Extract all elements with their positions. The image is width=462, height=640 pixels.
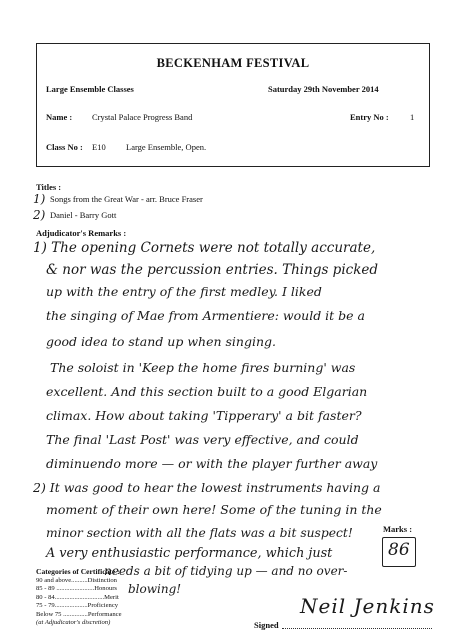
name-label: Name :: [46, 112, 73, 122]
festival-title: BECKENHAM FESTIVAL: [156, 56, 310, 70]
categories-note: (at Adjudicator's discretion): [36, 619, 111, 627]
category-item: Below 75 ...............Performance: [36, 610, 122, 618]
remark-line: The soloist in 'Keep the home fires burning' was: [50, 360, 356, 375]
category-item: 75 - 79....................Proficiency: [36, 602, 119, 610]
title-number-2: 2): [33, 208, 46, 222]
classes-label: Large Ensemble Classes: [46, 84, 134, 94]
entry-label: Entry No :: [350, 112, 389, 122]
entry-number: 1: [410, 112, 415, 122]
remark-line: 1) The opening Cornets were not totally accurate,: [33, 240, 376, 256]
class-description: Large Ensemble, Open.: [126, 142, 207, 152]
categories-block: [36, 567, 156, 627]
remarks-label: Adjudicator's Remarks :: [36, 228, 127, 238]
remark-line: The final 'Last Post' was very effective, and could: [46, 432, 359, 447]
remark-line: & nor was the percussion entries. Things picked: [46, 262, 379, 278]
signature: Neil Jenkins: [300, 594, 435, 618]
class-number: E10: [92, 142, 106, 152]
remark-line: climax. How about taking 'Tipperary' a bit faster?: [46, 408, 362, 423]
band-name: Crystal Palace Progress Band: [92, 112, 193, 122]
remark-line: needs a bit of tidying up — and no over-: [104, 564, 348, 578]
remark-line: up with the entry of the first medley. I liked: [46, 284, 322, 299]
marks-value: 86: [388, 540, 410, 560]
title-2: Daniel - Barry Gott: [50, 210, 117, 220]
category-item: 80 - 84..............................Merit: [36, 593, 119, 601]
signature-line: [282, 628, 432, 629]
festival-date: Saturday 29th November 2014: [268, 84, 379, 94]
remark-line: 2) It was good to hear the lowest instruments having a: [33, 480, 381, 495]
title-number-1: 1): [33, 192, 46, 206]
title-1: Songs from the Great War - arr. Bruce Fraser: [50, 194, 203, 204]
remark-line: moment of their own here! Some of the tuning in the: [46, 502, 382, 517]
class-label: Class No :: [46, 142, 83, 152]
remark-line: minor section with all the flats was a bit suspect!: [46, 526, 353, 540]
category-item: 85 - 89 .......................Honours: [36, 585, 117, 593]
remark-line: the singing of Mae from Armentiere: would it be a: [46, 308, 365, 323]
category-item: 90 and above..........Distinction: [36, 577, 117, 584]
remark-line: diminuendo more — or with the player further away: [46, 456, 378, 471]
remark-line: excellent. And this section built to a good Elgarian: [46, 384, 368, 399]
marks-label: Marks :: [383, 524, 413, 534]
remark-line: good idea to stand up when singing.: [46, 334, 276, 349]
remark-line: A very enthusiastic performance, which just: [46, 546, 333, 561]
signed-label: Signed: [254, 620, 279, 630]
titles-label: Titles :: [36, 182, 62, 192]
categories-label: Categories of Certificate :: [36, 567, 120, 576]
remark-line: blowing!: [128, 582, 182, 596]
